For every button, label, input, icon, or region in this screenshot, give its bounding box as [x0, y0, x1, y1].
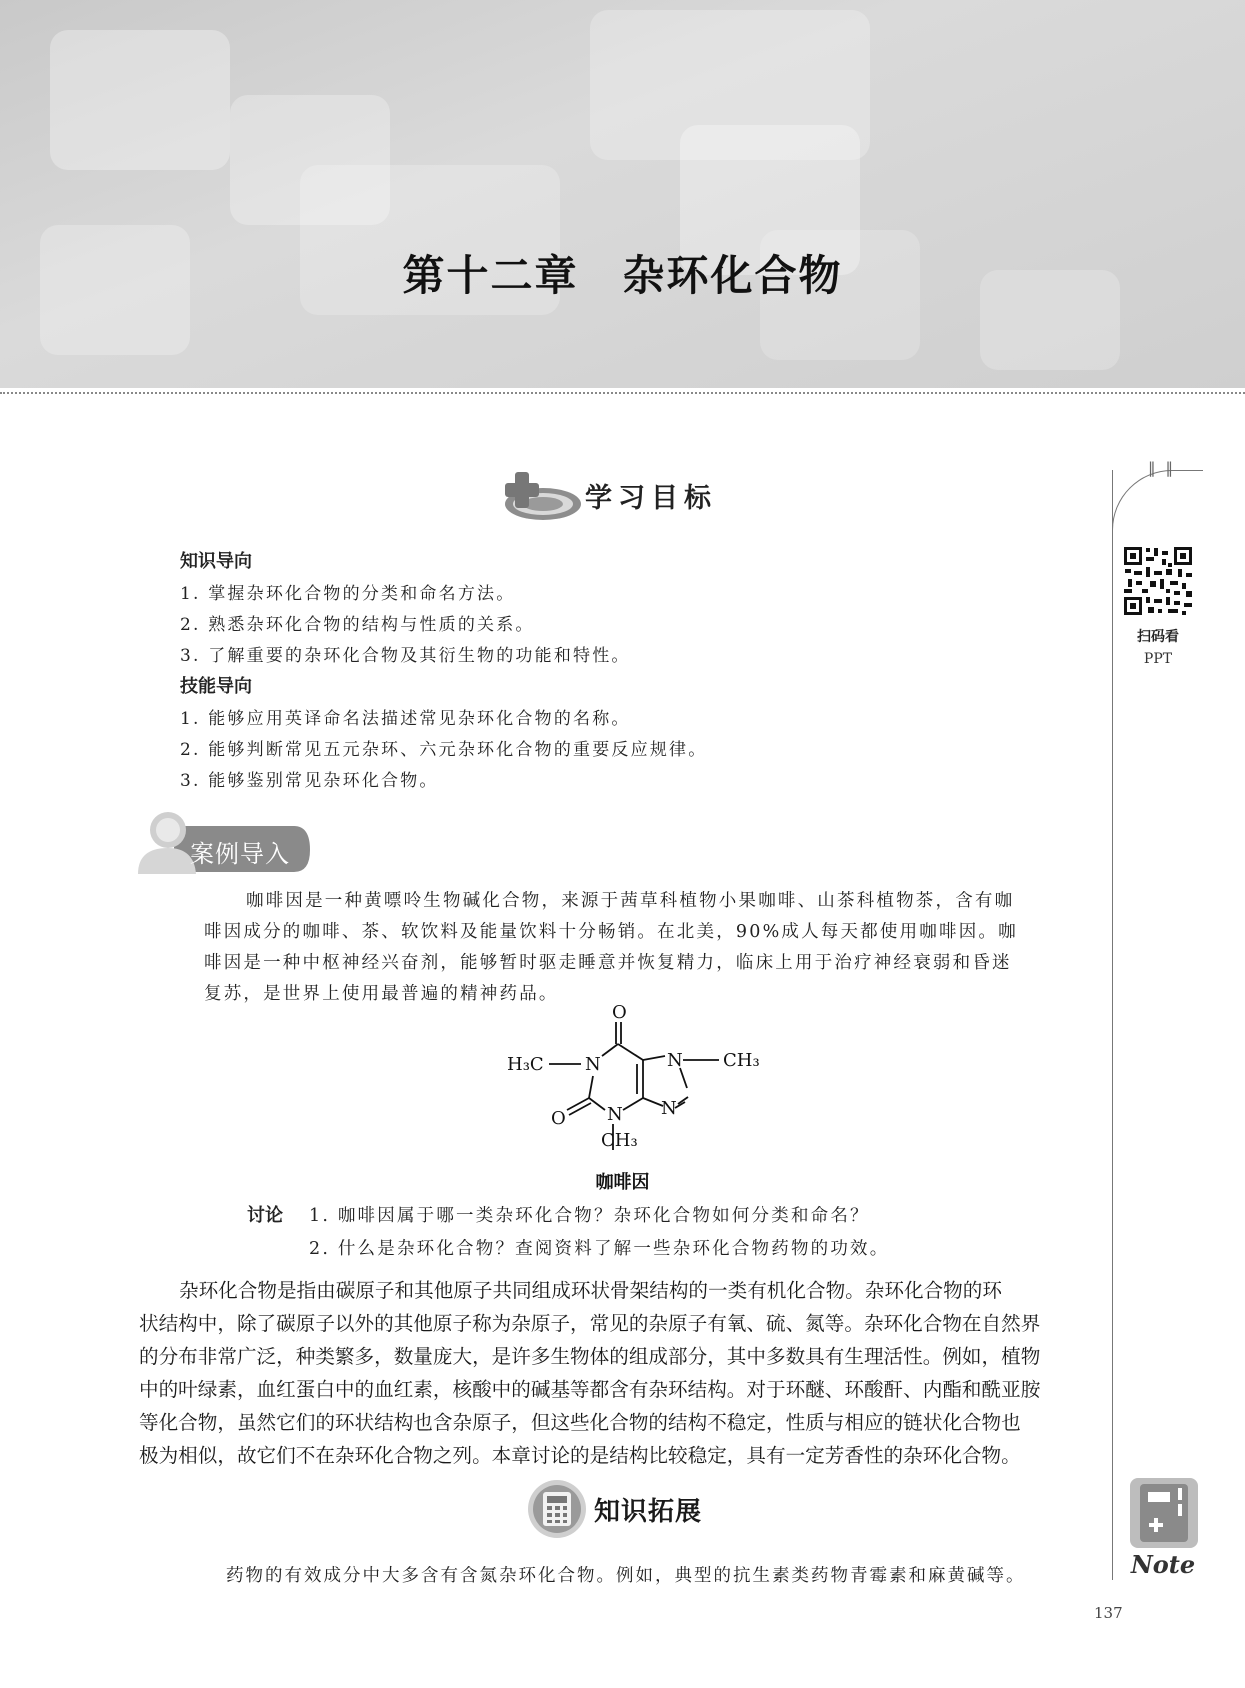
atom-label: O: [612, 1002, 627, 1023]
knowledge-item: 2. 熟悉杂环化合物的结构与性质的关系。: [180, 615, 535, 635]
body-paragraph-line: 杂环化合物是指由碳原子和其他原子共同组成环状骨架结构的一类有机化合物。杂环化合物的环: [179, 1279, 1002, 1302]
skills-item: 2. 能够判断常见五元杂环、六元杂环化合物的重要反应规律。: [180, 740, 708, 760]
atom-label: N: [607, 1104, 623, 1125]
case-paragraph-line: 咖啡因是一种黄嘌呤生物碱化合物，来源于茜草科植物小果咖啡、山茶科植物茶，含有咖: [246, 891, 1015, 911]
qr-sublabel: PPT: [1143, 651, 1173, 667]
knowledge-item: 1. 掌握杂环化合物的分类和命名方法。: [180, 584, 516, 604]
margin-ticks-decor: ‖‖: [1148, 459, 1183, 477]
skills-item: 3. 能够鉴别常见杂环化合物。: [180, 771, 439, 791]
banner-decor-square: [50, 30, 230, 170]
note-icon: [1128, 1476, 1200, 1550]
body-paragraph-line: 中的叶绿素，血红蛋白中的血红素，核酸中的碱基等都含有杂环结构。对于环醚、环酸酐、内酯和酰亚胺: [139, 1378, 1041, 1401]
structure-caption: 咖啡因: [595, 1172, 650, 1193]
case-paragraph-line: 复苏，是世界上使用最普遍的精神药品。: [204, 984, 559, 1004]
note-label: Note: [1130, 1550, 1196, 1579]
objectives-title: 学习目标: [585, 483, 717, 514]
case-paragraph-line: 啡因是一种中枢神经兴奋剂，能够暂时驱走睡意并恢复精力，临床上用于治疗神经衰弱和昏迷: [204, 953, 1012, 973]
skills-item: 1. 能够应用英译命名法描述常见杂环化合物的名称。: [180, 709, 631, 729]
discussion-item: 1. 咖啡因属于哪一类杂环化合物？杂环化合物如何分类和命名？: [309, 1206, 870, 1226]
atom-label: N: [585, 1054, 601, 1075]
atom-label: N: [667, 1050, 683, 1071]
case-paragraph-line: 啡因成分的咖啡、茶、软饮料及能量饮料十分畅销。在北美，90%成人每天都使用咖啡因。咖: [204, 922, 1018, 942]
extension-text: 药物的有效成分中大多含有含氮杂环化合物。例如，典型的抗生素类药物青霉素和麻黄碱等。: [226, 1566, 1026, 1586]
extension-title: 知识拓展: [594, 1497, 703, 1527]
extension-heading: [526, 1478, 746, 1540]
calculator-icon: [526, 1478, 588, 1540]
knowledge-item: 3. 了解重要的杂环化合物及其衍生物的功能和特性。: [180, 646, 631, 666]
atom-label: O: [551, 1108, 566, 1129]
header-divider: [0, 392, 1245, 394]
atom-label: CH₃: [601, 1130, 638, 1151]
qr-label: 扫码看: [1137, 629, 1179, 645]
body-paragraph-line: 状结构中，除了碳原子以外的其他原子称为杂原子，常见的杂原子有氧、硫、氮等。杂环化合物在自然界: [139, 1312, 1041, 1335]
body-paragraph-line: 等化合物，虽然它们的环状结构也含杂原子，但这些化合物的结构不稳定，性质与相应的链状化合物也: [139, 1411, 1021, 1434]
chapter-title: 第十二章 杂环化合物: [402, 251, 843, 300]
chapter-banner: [0, 0, 1245, 388]
caffeine-structure: [505, 1000, 785, 1160]
discussion-item: 2. 什么是杂环化合物？查阅资料了解一些杂环化合物药物的功效。: [309, 1239, 890, 1259]
atom-label: H₃C: [507, 1054, 544, 1075]
qr-code-icon[interactable]: [1122, 545, 1194, 617]
page-number: 137: [1094, 1604, 1123, 1622]
objectives-heading: [503, 468, 763, 524]
margin-curve: [1112, 470, 1203, 531]
case-intro-label: 案例导入: [190, 840, 290, 868]
discussion-label: 讨论: [247, 1205, 283, 1226]
atom-label: CH₃: [723, 1050, 760, 1071]
knowledge-heading: 知识导向: [180, 551, 252, 572]
medical-cross-icon: [503, 468, 583, 524]
body-paragraph-line: 极为相似，故它们不在杂环化合物之列。本章讨论的是结构比较稳定，具有一定芳香性的杂环化合物。: [139, 1444, 1021, 1467]
skills-heading: 技能导向: [180, 676, 252, 697]
atom-label: N: [661, 1098, 677, 1119]
body-paragraph-line: 的分布非常广泛，种类繁多，数量庞大，是许多生物体的组成部分，其中多数具有生理活性。例如，植物: [139, 1345, 1041, 1368]
